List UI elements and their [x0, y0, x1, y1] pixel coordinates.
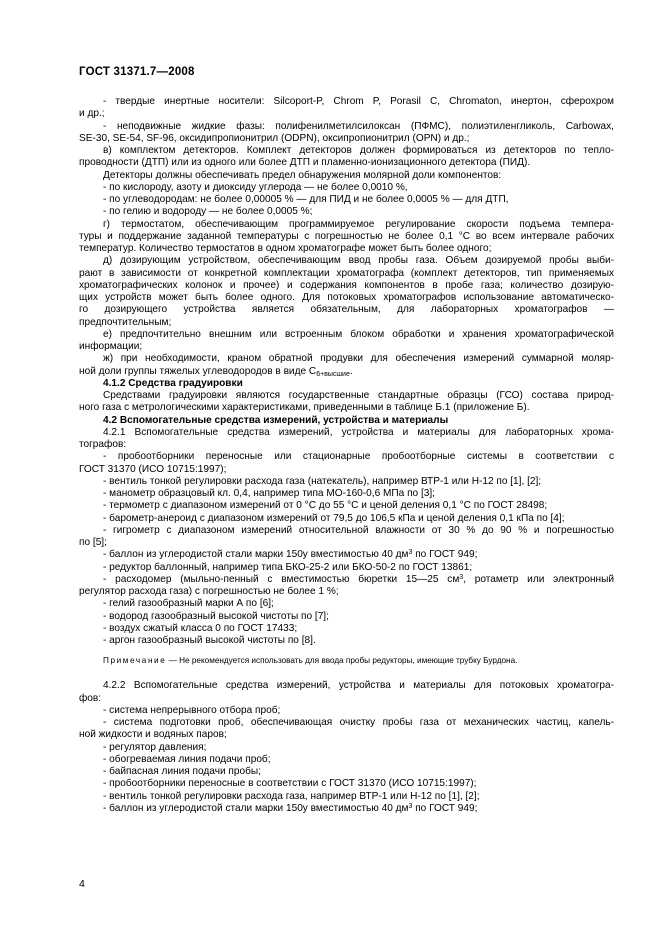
- text-fragment: - баллон из углеродистой стали марки 150у вместимостью 40 дм: [103, 802, 409, 814]
- list-item: - аргон газообразный высокой чистоты по [8].: [103, 635, 316, 646]
- list-item: - гелий газообразный марки А по [6];: [103, 598, 274, 610]
- text-line: туры и поддержание заданной температуры с погрешностью не более 0,1 °С во всем интервале рабочих: [79, 230, 614, 242]
- note: [79, 656, 614, 666]
- text-line: ного газа с метрологическими характеристиками, приведенными в таблице Б.1 (приложение Б).: [79, 402, 530, 414]
- list-item: [79, 549, 614, 561]
- text-line: ГОСТ 31370 (ИСО 10715:1997);: [79, 463, 227, 475]
- text-line: рают в зависимости от конкретной комплектации хроматографа (комплект детекторов, тип применяемых: [79, 267, 614, 279]
- list-item: - гигрометр с диапазоном измерений относительной влажности от 30 % до 90 % и погрешностью: [103, 524, 614, 536]
- list-item: - водород газообразный высокой чистоты по [7];: [103, 610, 329, 622]
- text-line: SE-30, SE-54, SF-96, оксидипропионитрил (ODPN), оксипропионитрил (OPN) и др.;: [79, 132, 470, 144]
- text-line: тографов:: [79, 439, 127, 450]
- text-line: [79, 366, 614, 378]
- text-line: Детекторы должны обеспечивать предел обнаружения молярной доли компонентов:: [103, 169, 502, 181]
- text-line: щих устройств может быть более одного. Для потоковых хроматографов использование автоматическо-: [79, 292, 614, 303]
- note-label: Примечание: [103, 656, 167, 666]
- text-fragment: - расходомер (мыльно-пенный с вместимостью бюретки 15—25 см: [103, 573, 460, 585]
- list-item: - редуктор баллонный, например типа БКО-25-2 или БКО-50-2 по ГОСТ 13861;: [103, 561, 473, 573]
- list-item: - система непрерывного отбора проб;: [103, 704, 281, 716]
- text-line: в) комплектом детекторов. Комплект детекторов должен формироваться из детекторов по тепло-: [103, 145, 614, 156]
- text-line: 4.2.2 Вспомогательные средства измерений, устройства и материалы для потоковых хроматогра-: [103, 680, 614, 692]
- text-line: ж) при необходимости, краном обратной продувки для обеспечения измерений суммарной моляр-: [103, 353, 614, 365]
- section-heading: 4.2 Вспомогательные средства измерений, устройства и материалы: [103, 414, 449, 426]
- text-line: - твердые инертные носители: Silcoport-P, Chrom P, Porasil C, Chromaton, инертон, сферохром: [103, 96, 614, 107]
- list-item: - термометр с диапазоном измерений от 0 °С до 55 °С и ценой деления 0,1 °С по ГОСТ 28498;: [103, 500, 548, 512]
- text-fragment: по ГОСТ 949;: [412, 549, 478, 561]
- superscript: 3: [408, 549, 413, 557]
- list-item: - регулятор давления;: [103, 741, 207, 753]
- superscript: 3: [459, 573, 464, 581]
- text-line: Средствами градуировки являются государственные стандартные образцы (ГСО) состава природ-: [103, 390, 614, 401]
- text-line: фов:: [79, 692, 102, 704]
- text-line: хроматографических колонок и прочее) и содержания компонентов в пробе газа; количество дозирую-: [79, 279, 614, 291]
- list-item: - пробоотборники переносные или стационарные пробоотборные системы в соответствии с: [103, 451, 614, 463]
- text-line: и др.;: [79, 108, 105, 120]
- list-item: - обогреваемая линия подачи проб;: [103, 753, 271, 765]
- text-line: проводности (ДТП) или из одного или более ДТП и пламенно-ионизационного детектора (ПИД).: [79, 157, 531, 169]
- list-item: - воздух сжатый класса 0 по ГОСТ 17433;: [103, 622, 298, 634]
- text-line: - неподвижные жидкие фазы: полифенилметилсилоксан (ПФМС), полиэтиленгликоль, Carbowax,: [103, 120, 614, 132]
- list-item: - пробоотборники переносные в соответствии с ГОСТ 31370 (ИСО 10715:1997);: [103, 778, 477, 790]
- list-item: - барометр-анероид с диапазоном измерений от 79,5 до 106,5 кПа и ценой деления 0,1 кПа по [4];: [103, 512, 565, 524]
- text-line: температур. Количество термостатов в одном хроматографе может быть более одного;: [79, 243, 492, 254]
- text-fragment: - баллон из углеродистой стали марки 150у вместимостью 40 дм: [103, 549, 409, 561]
- list-item: - по кислороду, азоту и диоксиду углерода — не более 0,0010 %,: [103, 181, 408, 193]
- text-line: предпочтительным;: [79, 316, 172, 328]
- list-item: - по углеводородам: не более 0,00005 % — для ПИД и не более 0,0005 % — для ДТП,: [103, 194, 509, 205]
- text-fragment: ной доли группы тяжелых углеводородов в виде С: [79, 365, 317, 377]
- page-number: 4: [79, 878, 85, 890]
- text-line: го дозирующего устройства является обязательным, для лабораторных хроматографов —: [79, 304, 614, 316]
- list-item: - система подготовки проб, обеспечивающая очистку пробы газа от механических частиц, капель-: [103, 717, 614, 728]
- document-body: [79, 96, 614, 815]
- list-item: - вентиль тонкой регулировки расхода газа, например ВТР-1 или Н-12 по [1], [2];: [103, 790, 480, 802]
- text-line: ной жидкости и водяных паров;: [79, 729, 227, 741]
- text-line: по [5];: [79, 537, 107, 548]
- text-line: информации;: [79, 341, 143, 352]
- text-fragment: , ротаметр или электронный: [463, 573, 614, 585]
- section-heading: 4.1.2 Средства градуировки: [103, 377, 243, 389]
- subscript: 6+высшие: [316, 370, 350, 378]
- list-item: - по гелию и водороду — не более 0,0005 %;: [103, 206, 313, 218]
- text-fragment: по ГОСТ 949;: [412, 802, 478, 814]
- text-line: 4.2.1 Вспомогательные средства измерений, устройства и материалы для лабораторных хрома-: [103, 426, 614, 438]
- list-item: - байпасная линия подачи пробы;: [103, 766, 261, 777]
- document-header: ГОСТ 31371.7—2008: [79, 66, 195, 78]
- text-fragment: .: [349, 365, 353, 377]
- text-line: регулятор расхода газа) с погрешностью не более 1 %;: [79, 586, 339, 597]
- list-item: - манометр образцовый кл. 0,4, например типа МО-160-0,6 МПа по [3];: [103, 488, 435, 499]
- text-line: е) предпочтительно внешним или встроенным блоком обработки и хранения хроматографической: [103, 328, 614, 340]
- text-line: г) термостатом, обеспечивающим программируемое регулирование скорости подъема темпера-: [103, 218, 614, 230]
- list-item: - вентиль тонкой регулировки расхода газа (натекатель), например ВТР-1 или Н-12 по [1], [2];: [103, 475, 542, 487]
- note-text: — Не рекомендуется использовать для ввода пробы редукторы, имеющие трубку Бурдона.: [166, 656, 518, 666]
- list-item: [79, 574, 614, 586]
- text-line: д) дозирующим устройством, обеспечивающим ввод пробы газа. Объем дозируемой пробы выби-: [103, 255, 614, 267]
- superscript: 3: [408, 802, 413, 810]
- list-item: [79, 803, 614, 815]
